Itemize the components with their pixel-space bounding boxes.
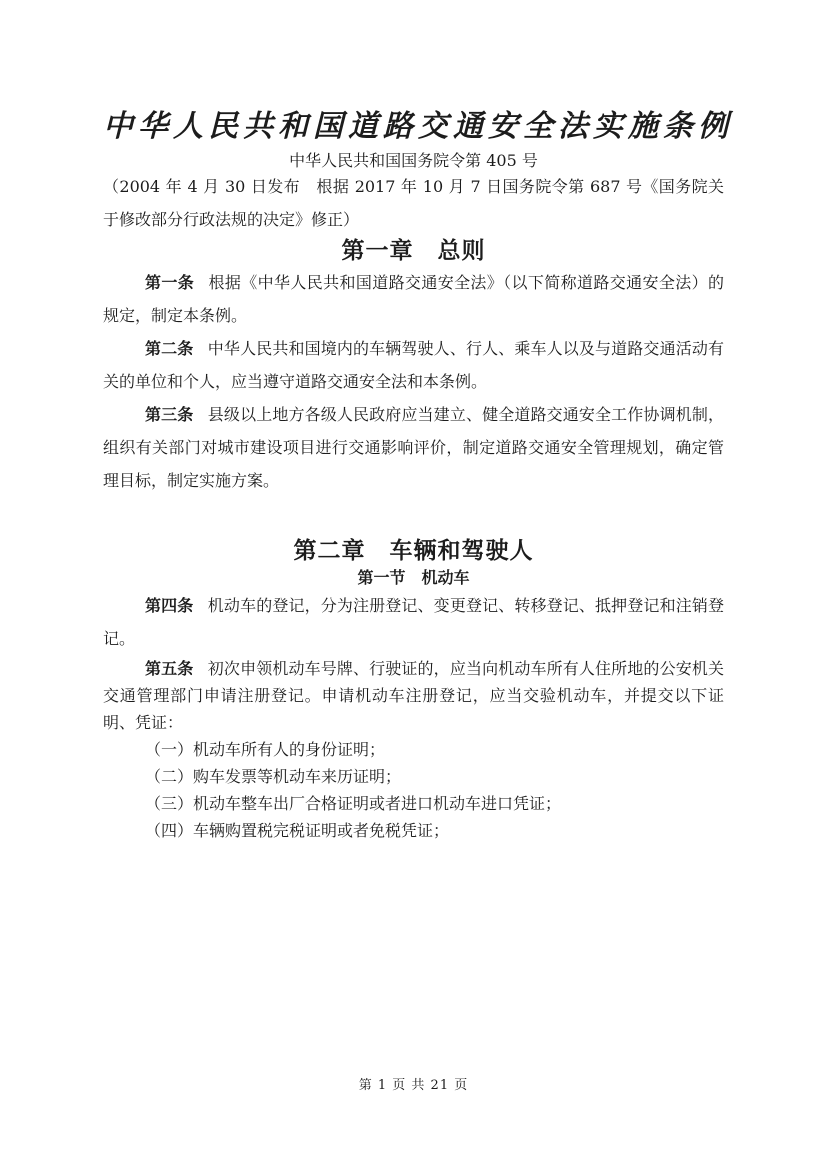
chapter-2-heading: 第二章 车辆和驾驶人	[293, 538, 534, 564]
article-5-text: 初次申领机动车号牌、行驶证的，应当向机动车所有人住所地的公安机关交通管理部门申请注册登记。申请机动车注册登记，应当交验机动车，并提交以下证明、凭证：	[103, 659, 724, 732]
article-5-item-4: （四）车辆购置税完税证明或者免税凭证；	[145, 821, 450, 840]
article-5	[103, 655, 724, 736]
article-4-text: 机动车的登记，分为注册登记、变更登记、转移登记、抵押登记和注销登记。	[103, 596, 724, 648]
article-5-item-3: （三）机动车整车出厂合格证明或者进口机动车进口凭证；	[145, 794, 562, 813]
article-2	[103, 332, 724, 398]
chapter-2-section-1-heading: 第一节 机动车	[357, 568, 470, 587]
article-4	[103, 589, 724, 655]
chapter-1-heading: 第一章 总则	[341, 238, 486, 264]
document-title: 中华人民共和国道路交通安全法实施条例	[103, 109, 733, 144]
page-number-footer: 第 1 页 共 21 页	[358, 1078, 469, 1093]
article-3	[103, 398, 724, 497]
article-1	[103, 266, 724, 332]
article-2-label: 第二条	[145, 339, 194, 358]
article-1-label: 第一条	[145, 273, 195, 292]
decree-line: 中华人民共和国国务院令第 405 号	[289, 151, 538, 170]
revision-note: （2004 年 4 月 30 日发布 根据 2017 年 10 月 7 日国务院令第 687 号《国务院关于修改部分行政法规的决定》修正）	[103, 177, 724, 229]
article-3-text: 县级以上地方各级人民政府应当建立、健全道路交通安全工作协调机制，组织有关部门对城市建设项目进行交通影响评价，制定道路交通安全管理规划，确定管理目标，制定实施方案。	[103, 405, 724, 490]
article-3-label: 第三条	[145, 405, 194, 424]
article-5-item-2: （二）购车发票等机动车来历证明；	[145, 767, 402, 786]
article-5-item-1: （一）机动车所有人的身份证明；	[145, 740, 386, 759]
article-5-label: 第五条	[145, 659, 194, 678]
article-2-text: 中华人民共和国境内的车辆驾驶人、行人、乘车人以及与道路交通活动有关的单位和个人，应当遵守道路交通安全法和本条例。	[103, 339, 724, 391]
article-4-label: 第四条	[145, 596, 194, 615]
article-1-text: 根据《中华人民共和国道路交通安全法》（以下简称道路交通安全法）的规定，制定本条例。	[103, 273, 724, 325]
